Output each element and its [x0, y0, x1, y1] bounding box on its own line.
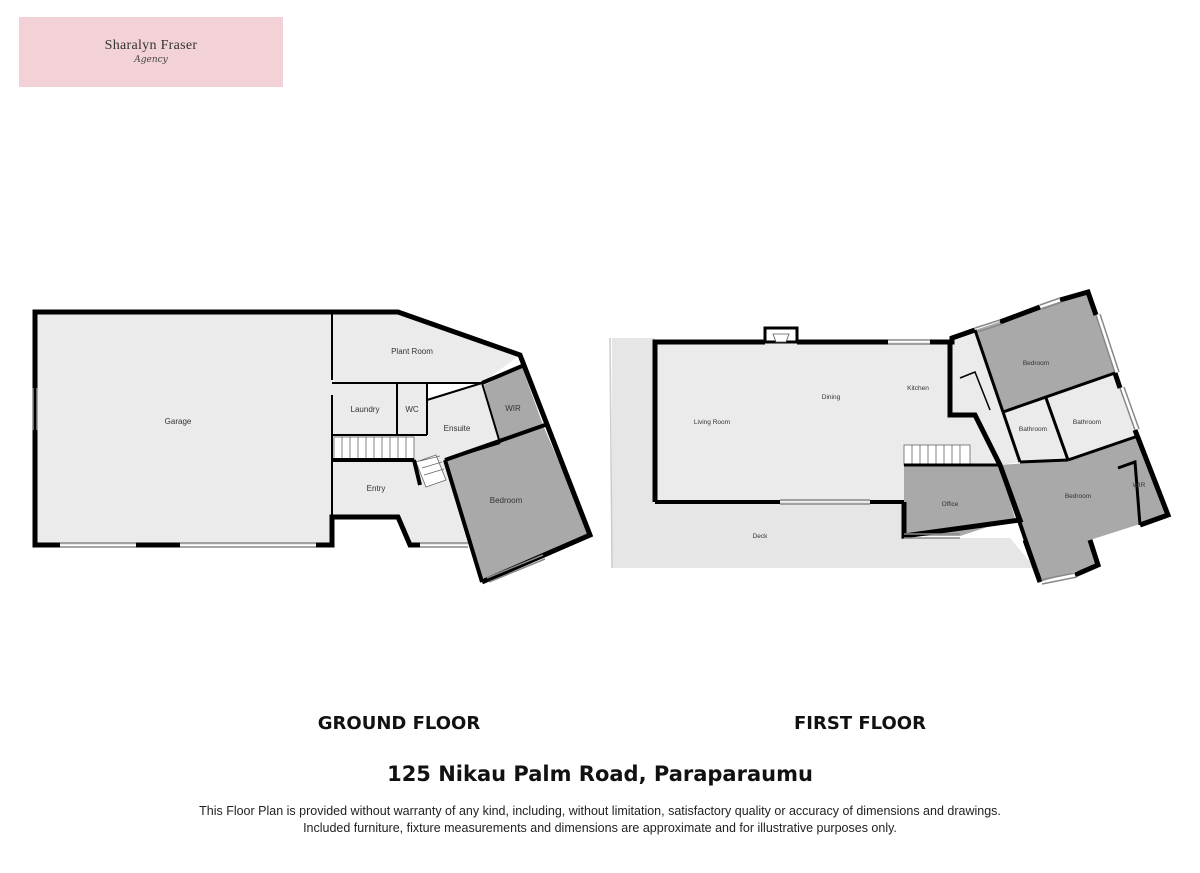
first-floor-plan: [610, 292, 1168, 584]
bathroom-right-label: Bathroom: [1072, 419, 1102, 426]
office-label: Office: [941, 501, 959, 508]
property-address: 125 Nikau Palm Road, Paraparaumu: [387, 762, 813, 786]
bedroom-ground-label: Bedroom: [489, 496, 523, 505]
living-room-label: Living Room: [693, 419, 731, 426]
agency-subtitle: Agency: [134, 55, 168, 65]
deck-label: Deck: [752, 533, 768, 540]
first-floor-label: FIRST FLOOR: [794, 713, 926, 734]
wir-ground-label: WIR: [505, 404, 521, 413]
agency-name: Sharalyn Fraser: [104, 38, 198, 53]
dining-label: Dining: [821, 394, 841, 401]
entry-label: Entry: [366, 484, 386, 493]
wc-label: WC: [405, 405, 419, 414]
fireplace: [765, 328, 797, 342]
bedroom-top-label: Bedroom: [1022, 360, 1050, 367]
first-stairs: [904, 445, 970, 465]
ensuite-label: Ensuite: [443, 424, 471, 433]
plant-room-label: Plant Room: [391, 347, 433, 356]
disclaimer-line-2: Included furniture, fixture measurements and dimensions are approximate and for illustrative purposes only.: [303, 821, 897, 835]
wir-first-label: WIR: [1132, 482, 1146, 489]
garage-label: Garage: [164, 417, 192, 426]
ground-floor-plan: [33, 312, 590, 582]
kitchen-label: Kitchen: [907, 385, 929, 392]
bedroom-bottom-label: Bedroom: [1064, 493, 1092, 500]
garage-room: [35, 312, 332, 545]
ground-floor-label: GROUND FLOOR: [317, 713, 481, 734]
bathroom-left-label: Bathroom: [1018, 426, 1048, 433]
disclaimer-line-1: This Floor Plan is provided without warranty of any kind, including, without limitation, satisfactory quality or accuracy of dimensions and drawings.: [199, 804, 1001, 818]
laundry-label: Laundry: [350, 405, 380, 414]
